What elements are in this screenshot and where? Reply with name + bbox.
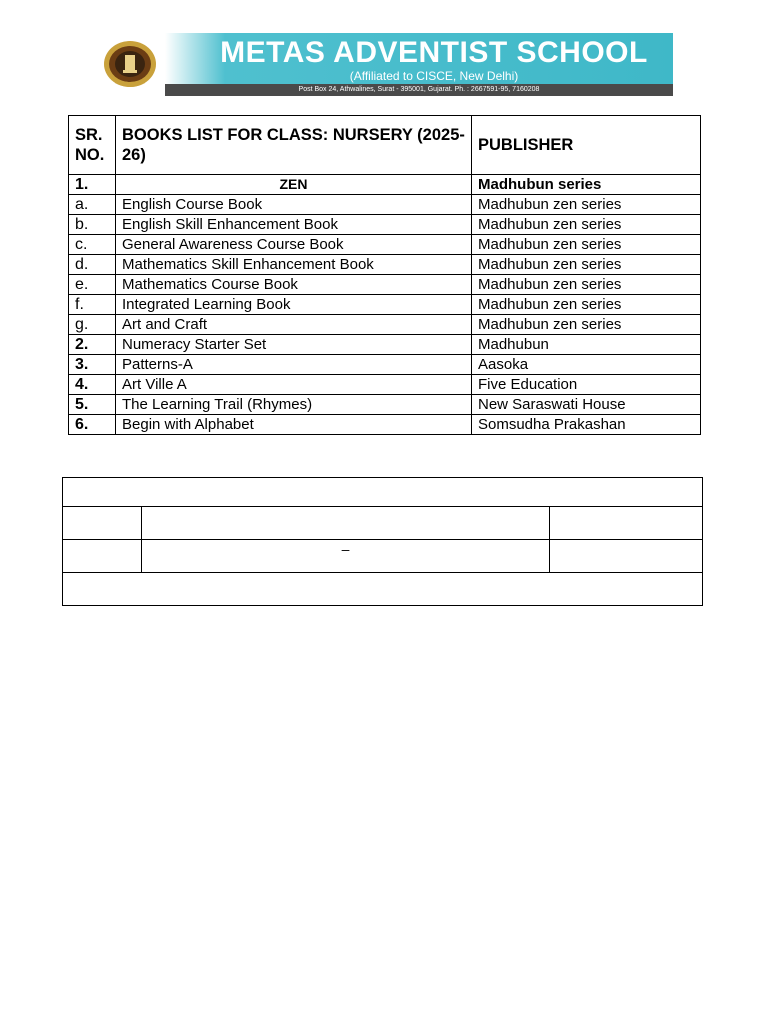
row-book: English Skill Enhancement Book (116, 215, 472, 235)
row-book: The Learning Trail (Rhymes) (116, 395, 472, 415)
blank-cell (550, 507, 703, 540)
blank-cell (142, 507, 550, 540)
row-sr: 5. (69, 395, 116, 415)
row-sr: b. (69, 215, 116, 235)
blank-cell (63, 507, 142, 540)
row-book: Art and Craft (116, 315, 472, 335)
row-book: General Awareness Course Book (116, 235, 472, 255)
blank-table-footer-row (63, 573, 703, 606)
row-publisher: Madhubun zen series (472, 235, 701, 255)
row-publisher: Madhubun zen series (472, 315, 701, 335)
school-affiliation: (Affiliated to CISCE, New Delhi) (349, 69, 519, 83)
blank-dash-cell (142, 540, 550, 573)
school-crest-icon (101, 39, 159, 91)
row-sr: f. (69, 295, 116, 315)
table-row (69, 295, 701, 315)
school-address: Post Box 24, Athwalines, Surat - 395001, Gujarat. Ph. : 2667591-95, 7160208 (298, 86, 540, 93)
row-book: Patterns-A (116, 355, 472, 375)
row-sr: e. (69, 275, 116, 295)
table-row (69, 335, 701, 355)
blank-table-row (63, 507, 703, 540)
row-sr: d. (69, 255, 116, 275)
school-header-banner (95, 33, 673, 96)
row-book: Mathematics Skill Enhancement Book (116, 255, 472, 275)
row-sr: 3. (69, 355, 116, 375)
books-list-table (68, 115, 701, 435)
row-sr: g. (69, 315, 116, 335)
table-row (69, 235, 701, 255)
blank-cell (63, 478, 703, 507)
table-row (69, 215, 701, 235)
blank-table-row (63, 540, 703, 573)
table-row (69, 275, 701, 295)
header-book-list: BOOKS LIST FOR CLASS: NURSERY (2025-26) (116, 116, 472, 175)
table-row (69, 175, 701, 195)
row-sr: 2. (69, 335, 116, 355)
row-sr: 6. (69, 415, 116, 435)
blank-cell (63, 540, 142, 573)
row-book: Art Ville A (116, 375, 472, 395)
row-publisher: Madhubun zen series (472, 295, 701, 315)
table-header-row (69, 116, 701, 175)
blank-cell (550, 540, 703, 573)
row-book: ZEN (116, 175, 472, 195)
header-sr-no: SR. NO. (69, 116, 116, 175)
table-row (69, 355, 701, 375)
row-publisher: Madhubun series (472, 175, 701, 195)
row-sr: 1. (69, 175, 116, 195)
row-publisher: Five Education (472, 375, 701, 395)
row-book: Mathematics Course Book (116, 275, 472, 295)
table-row (69, 195, 701, 215)
row-publisher: Somsudha Prakashan (472, 415, 701, 435)
dash-text: – (341, 541, 350, 557)
blank-cell (63, 573, 703, 606)
blank-table (62, 477, 703, 606)
row-publisher: New Saraswati House (472, 395, 701, 415)
table-row (69, 375, 701, 395)
row-book: Numeracy Starter Set (116, 335, 472, 355)
row-publisher: Aasoka (472, 355, 701, 375)
row-publisher: Madhubun zen series (472, 255, 701, 275)
row-sr: c. (69, 235, 116, 255)
school-name: METAS ADVENTIST SCHOOL (220, 36, 648, 69)
row-publisher: Madhubun zen series (472, 215, 701, 235)
table-row (69, 255, 701, 275)
row-sr: 4. (69, 375, 116, 395)
table-row (69, 395, 701, 415)
table-row (69, 315, 701, 335)
row-book: Begin with Alphabet (116, 415, 472, 435)
row-sr: a. (69, 195, 116, 215)
row-publisher: Madhubun (472, 335, 701, 355)
row-publisher: Madhubun zen series (472, 195, 701, 215)
row-book: English Course Book (116, 195, 472, 215)
blank-table-title-row (63, 478, 703, 507)
header-publisher: PUBLISHER (472, 116, 701, 175)
table-row (69, 415, 701, 435)
row-book: Integrated Learning Book (116, 295, 472, 315)
row-publisher: Madhubun zen series (472, 275, 701, 295)
